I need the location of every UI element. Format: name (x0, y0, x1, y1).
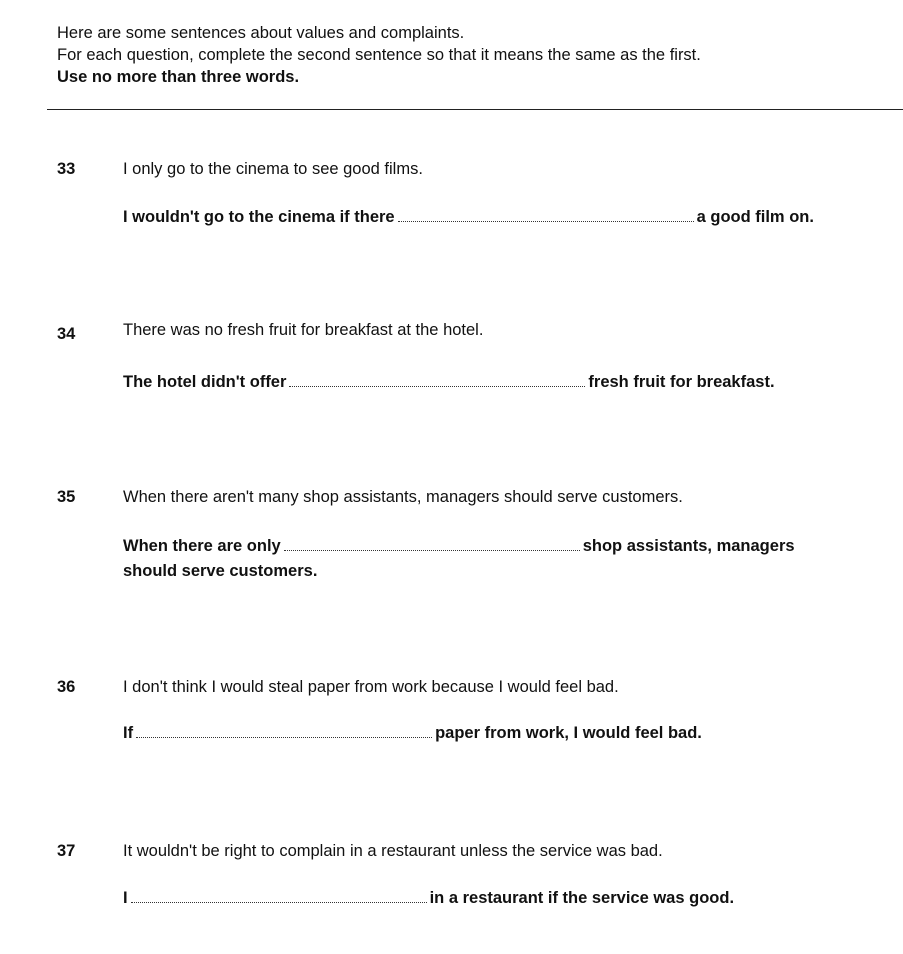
question-number: 35 (57, 488, 76, 506)
answer-gap[interactable] (398, 207, 694, 222)
question-sentence: I only go to the cinema to see good films. (123, 160, 423, 178)
prompt-after: shop assistants, managers (582, 537, 795, 555)
question-number: 36 (57, 678, 76, 696)
prompt-before: The hotel didn't offer (123, 373, 287, 391)
answer-line (123, 370, 775, 395)
prompt-before: If (123, 724, 134, 742)
answer-line-continued: should serve customers. (123, 562, 318, 580)
question-sentence: When there aren't many shop assistants, managers should serve customers. (123, 488, 683, 506)
prompt-after: a good film on. (696, 208, 814, 226)
question-number: 34 (57, 325, 76, 343)
question-number: 33 (57, 160, 76, 178)
prompt-after: paper from work, I would feel bad. (435, 724, 702, 742)
question-sentence: I don't think I would steal paper from work because I would feel bad. (123, 678, 619, 696)
divider (47, 109, 903, 110)
answer-line (123, 205, 814, 230)
prompt-after: in a restaurant if the service was good. (429, 889, 735, 907)
prompt-after: fresh fruit for breakfast. (588, 373, 775, 391)
prompt-before: I wouldn't go to the cinema if there (123, 208, 395, 226)
instruction-line-2: For each question, complete the second sentence so that it means the same as the first. (57, 46, 701, 64)
prompt-before: When there are only (123, 537, 281, 555)
answer-line (123, 721, 702, 746)
question-sentence: There was no fresh fruit for breakfast at the hotel. (123, 321, 484, 339)
answer-line (123, 534, 795, 559)
answer-gap[interactable] (136, 723, 432, 738)
instruction-line-1: Here are some sentences about values and complaints. (57, 24, 465, 42)
question-number: 37 (57, 842, 76, 860)
prompt-before: I (123, 889, 128, 907)
instruction-line-3: Use no more than three words. (57, 68, 300, 86)
answer-gap[interactable] (284, 536, 580, 551)
answer-line (123, 886, 734, 911)
question-sentence: It wouldn't be right to complain in a restaurant unless the service was bad. (123, 842, 663, 860)
answer-gap[interactable] (289, 372, 585, 387)
answer-gap[interactable] (131, 888, 427, 903)
